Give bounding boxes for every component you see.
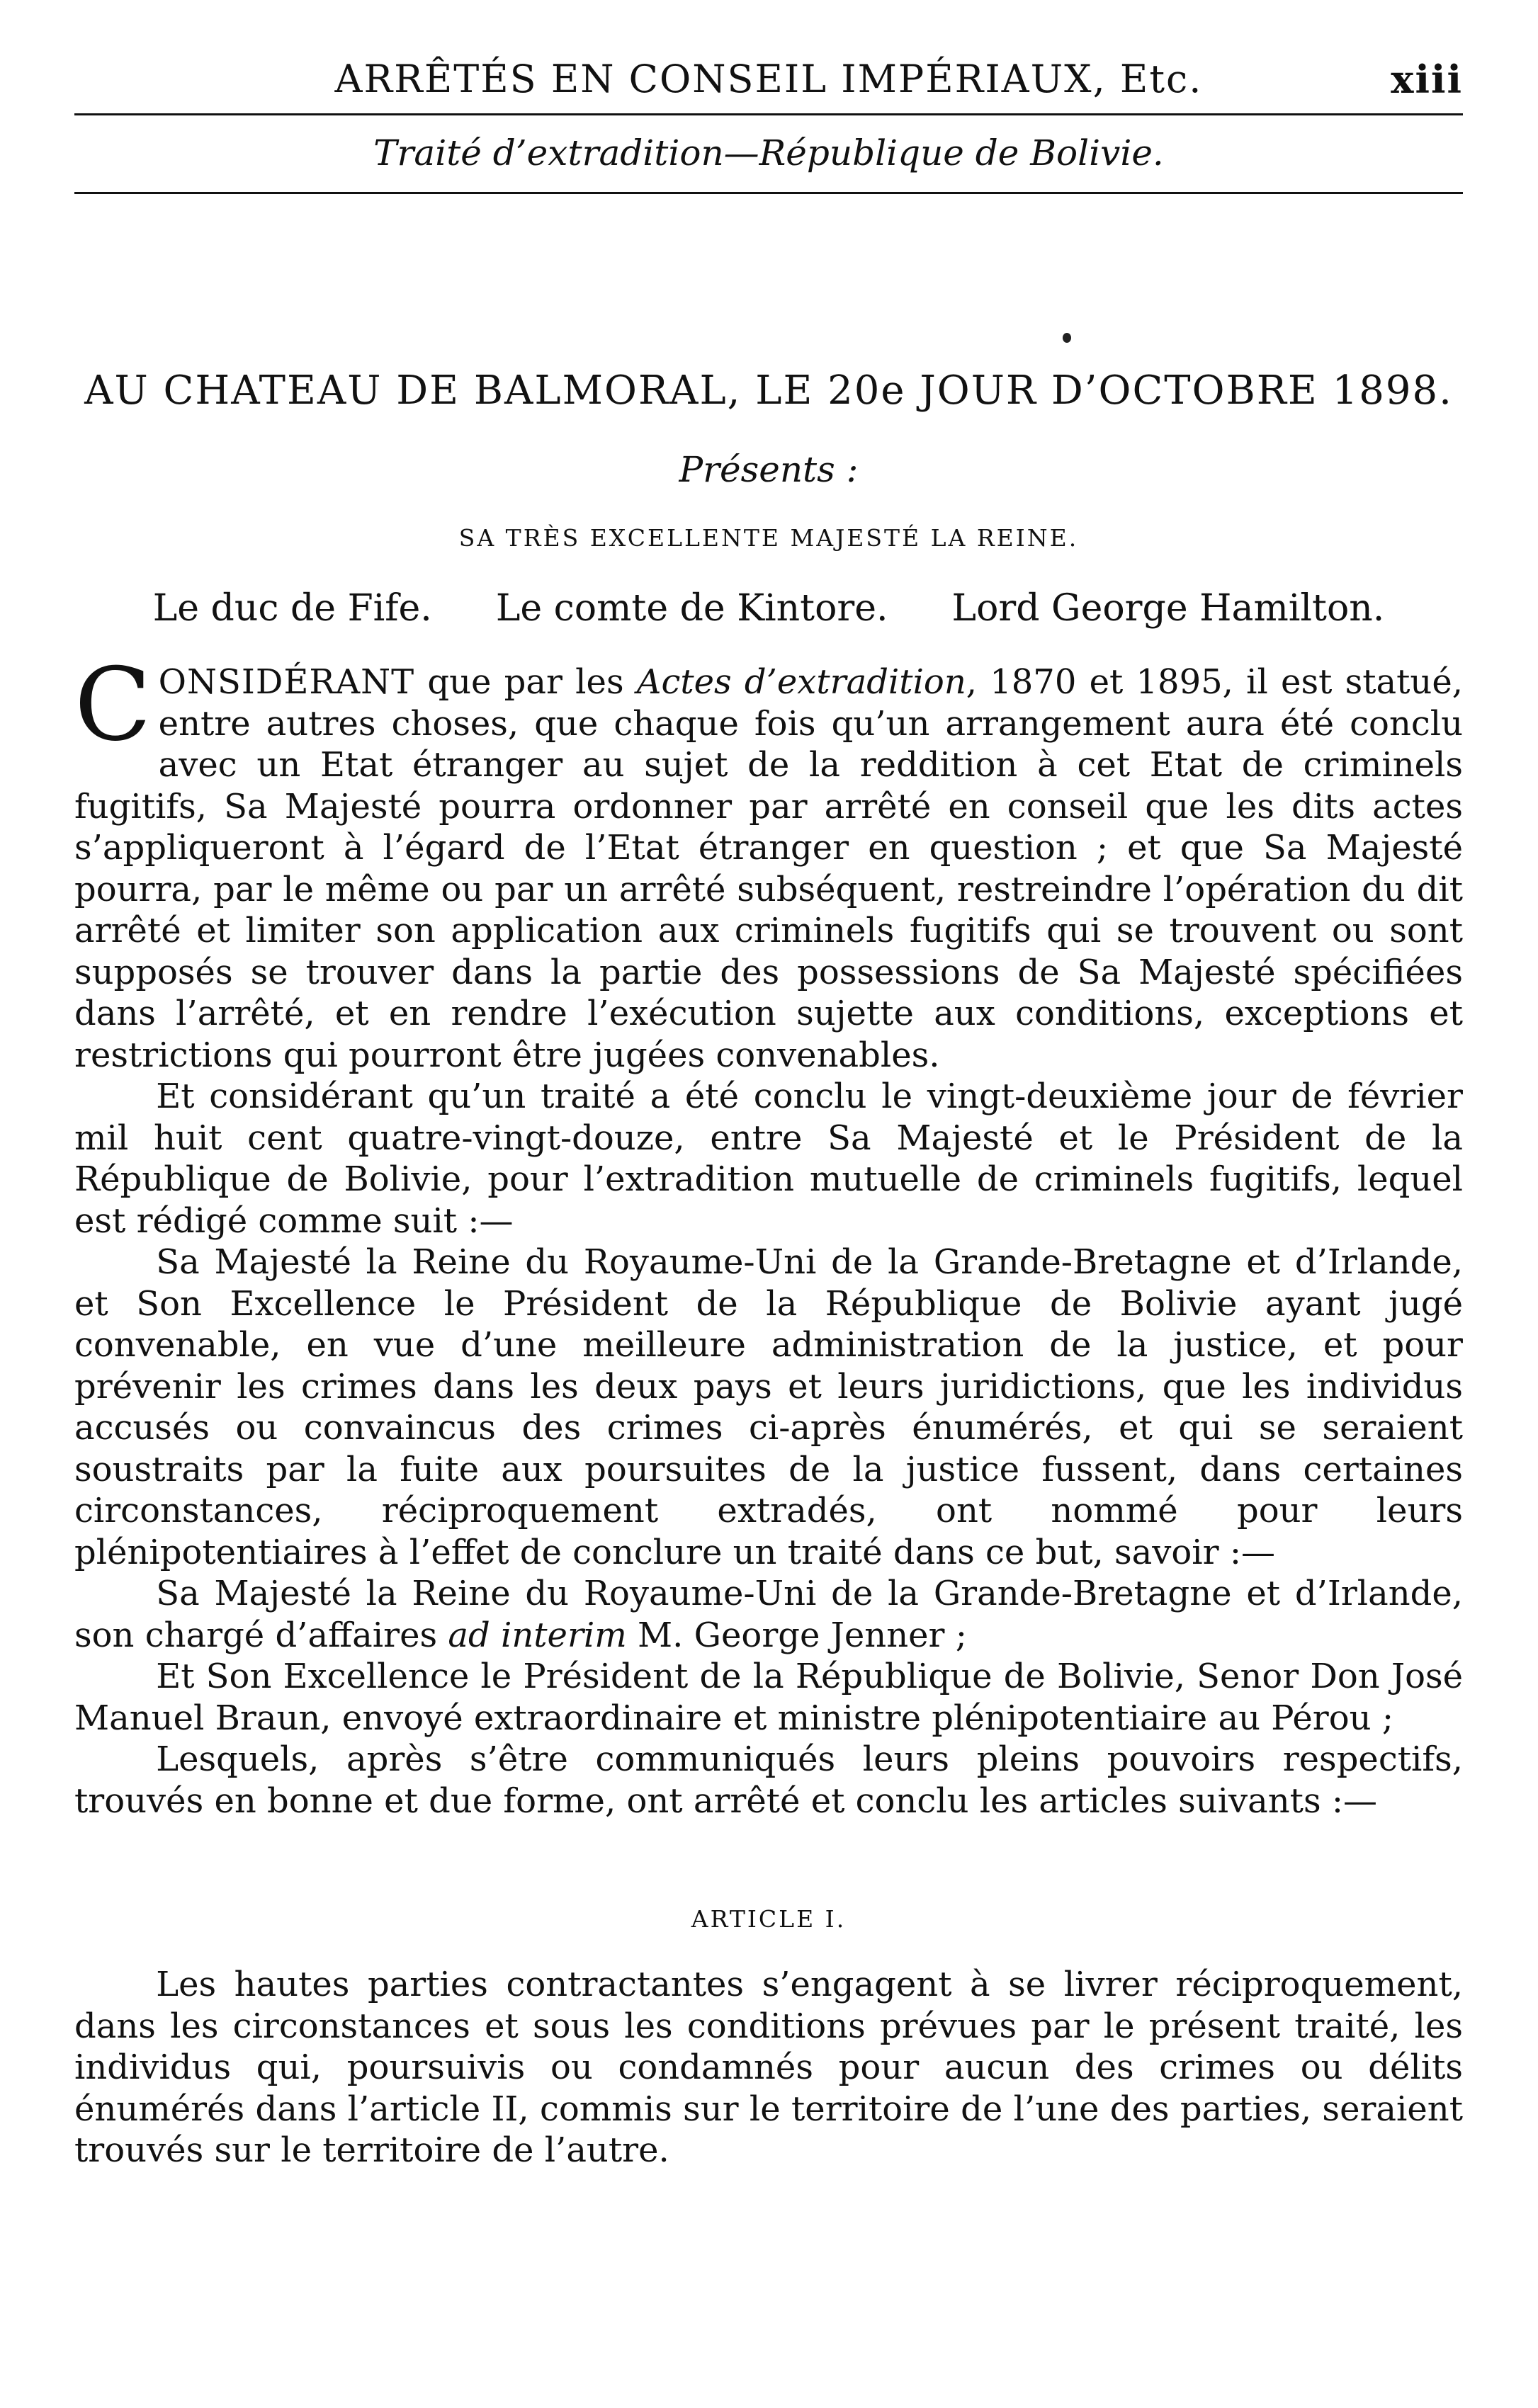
document-page — [74, 50, 1463, 2171]
stray-ink-mark — [1063, 333, 1071, 343]
acts-title: Actes d’extradition — [636, 662, 966, 702]
paragraph-treaty-concluded: Et considérant qu’un traité a été conclu le vingt-deuxième jour de février mil huit cent quatre-vingt-douze, entre Sa Majesté et le Président de la République de Bolivie, pour l’extradition mutuelle de criminels fugitifs, lequel est rédigé comme suit :— — [74, 1077, 1463, 1241]
attendee: Le duc de Fife. — [152, 587, 432, 630]
lead-word: ONSIDÉRANT — [158, 662, 415, 702]
article-heading: ARTICLE I. — [691, 1905, 847, 1933]
drop-cap: C — [74, 647, 152, 763]
attendee: Le comte de Kintore. — [495, 587, 888, 630]
majesty-line: SA TRÈS EXCELLENTE MAJESTÉ LA REINE. — [458, 524, 1079, 552]
section-subtitle: Traité d’extradition—République de Bolivie. — [373, 132, 1164, 174]
attendees-list — [74, 587, 1463, 630]
article-body — [74, 1964, 1463, 2171]
article-paragraph: Les hautes parties contractantes s’engagent à se livrer réciproquement, dans les circonstances et sous les conditions prévues par le présent traité, les individus qui, poursuivis ou condamnés pour aucun des crimes ou délits énumérés dans l’article II, commis sur le territoire de l’une des parties, seraient trouvés sur le territoire de l’autre. — [74, 1965, 1463, 2170]
paragraph-preamble: Sa Majesté la Reine du Royaume-Uni de la Grande-Bretagne et d’Irlande, et Son Excellence le Président de la République de Bolivie ayant jugé convenable, en vue d’une meilleure administration de la justice, et pour prévenir les crimes dans les deux pays et leurs juridictions, que les individus accusés ou convaincus des crimes ci-après énumérés, et qui se seraient soustraits par la fuite aux poursuites de la justice fussent, dans certaines circonstances, réciproquement extradés, ont nommé pour leurs plénipotentiaires à l’effet de conclure un traité dans ce but, savoir :— — [74, 1242, 1463, 1572]
presents-label: Présents : — [679, 449, 859, 490]
paragraph-considering: CONSIDÉRANT que par les Actes d’extradition, 1870 et 1895, il est statué, entre autres choses, que chaque fois qu’un arrangement aura été conclu avec un Etat étranger au sujet de la reddition à cet Etat de criminels fugitifs, Sa Majesté pourra ordonner par arrêté en conseil que les dits actes s’appliqueront à l’égard de l’Etat étranger en question ; et que Sa Majesté pourra, par le même ou par un arrêté subséquent, restreindre l’opération du dit arrêté et limiter son application aux criminels fugitifs qui se trouvent ou sont supposés se trouver dans la partie des possessions de Sa Majesté spécifiées dans l’arrêté, et en rendre l’exécution sujette aux conditions, exceptions et restrictions qui pourront être jugées convenables. — [74, 647, 1463, 1075]
paragraph-plenipotentiary-uk: Sa Majesté la Reine du Royaume-Uni de la Grande-Bretagne et d’Irlande, son chargé d’affaires ad interim M. George Jenner ; — [74, 1574, 1463, 1655]
paragraph-plenipotentiary-bolivia: Et Son Excellence le Président de la République de Bolivie, Senor Don José Manuel Braun, envoyé extraordinaire et ministre plénipotentiaire au Pérou ; — [74, 1657, 1463, 1738]
page-number: xiii — [1391, 57, 1463, 102]
attendee: Lord George Hamilton. — [951, 587, 1385, 630]
running-head — [74, 50, 1463, 113]
paragraph-full-powers: Lesquels, après s’être communiqués leurs pleins pouvoirs respectifs, trouvés en bonne et due forme, ont arrêté et conclu les articles suivants :— — [74, 1739, 1463, 1821]
bottom-rule — [74, 192, 1463, 194]
order-body — [74, 647, 1463, 1822]
place-date-heading: AU CHATEAU DE BALMORAL, LE 20e JOUR D’OCTOBRE 1898. — [84, 368, 1453, 414]
running-title: ARRÊTÉS EN CONSEIL IMPÉRIAUX, Etc. — [334, 57, 1203, 101]
